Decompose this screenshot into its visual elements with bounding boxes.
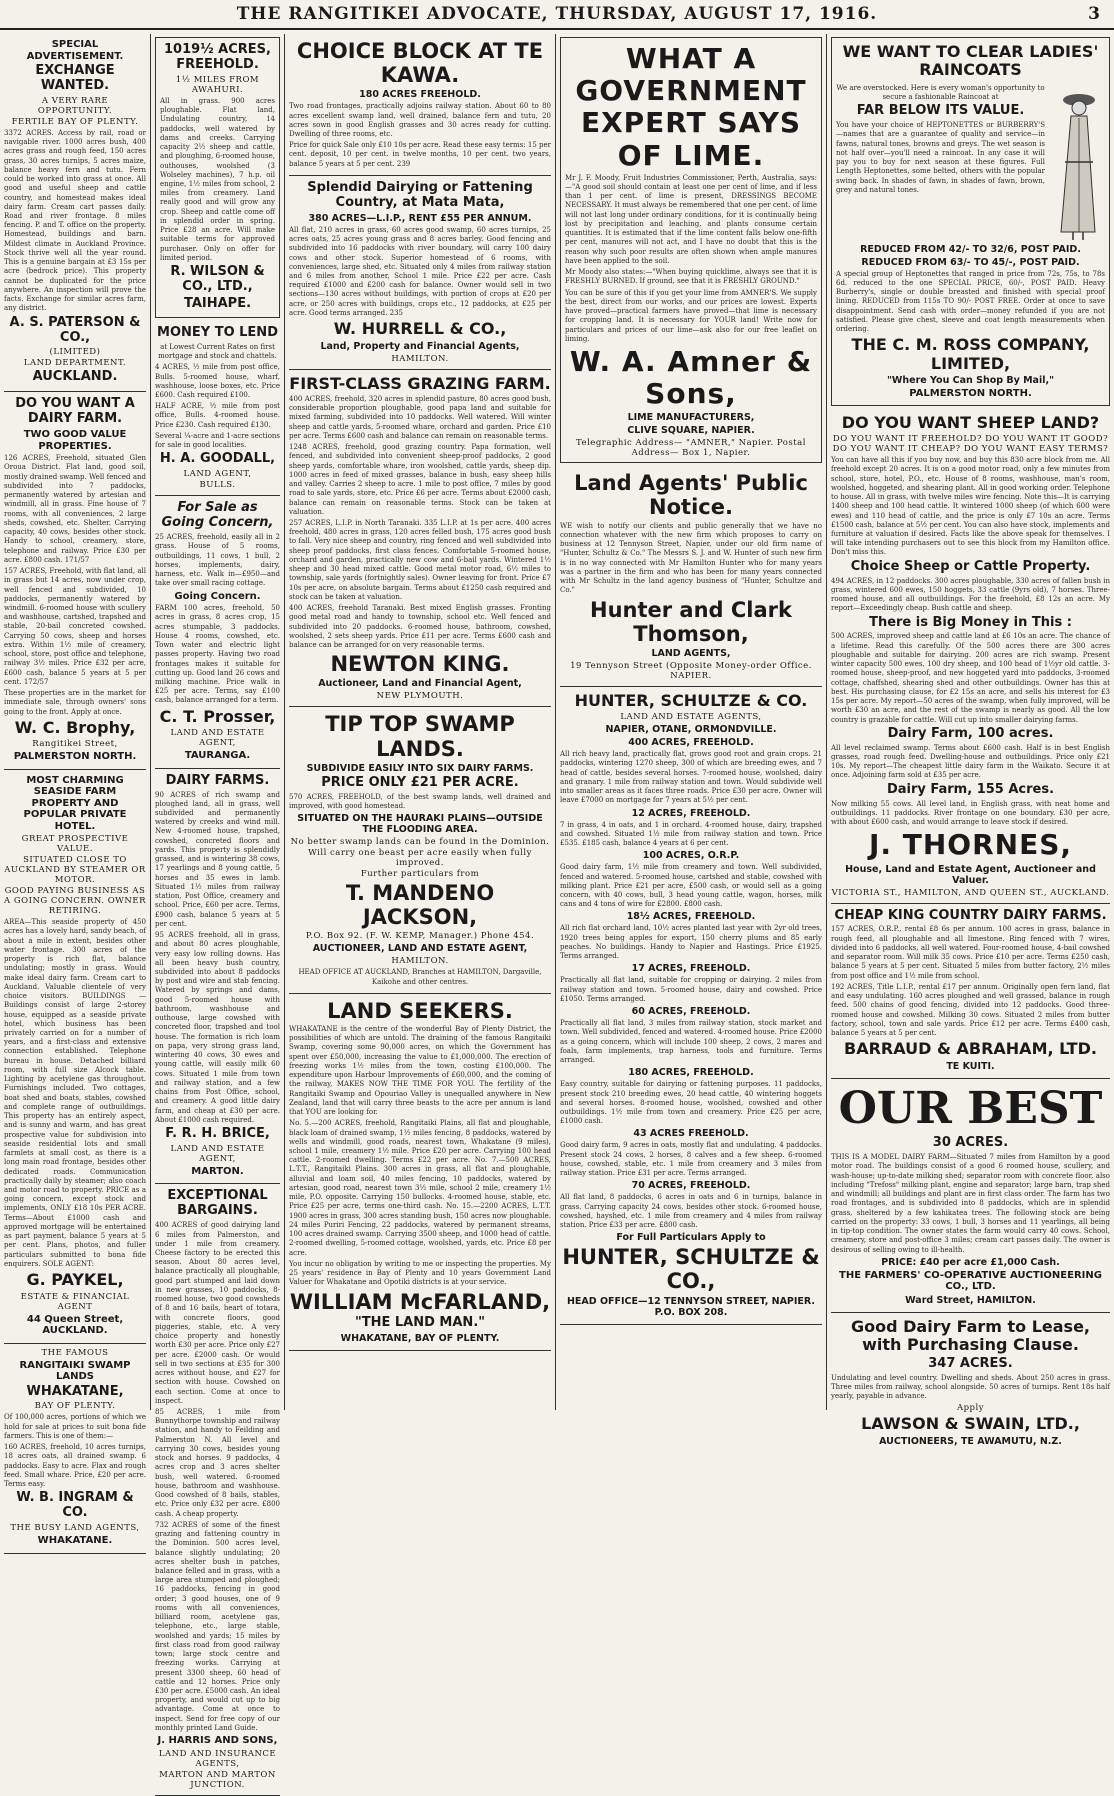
listing-body: Good dairy farm, 9 acres in oats, mostly flat and undulating. 4 paddocks. Present stock 24 cows, 2 horses, 8 calves and a few sheep. 6-roomed house, cowshed, stable, etc. 1 mile from creamery and 3 miles from railway station. Price £31 per acre. Terms arranged. bbox=[560, 1141, 822, 1178]
listing-body: 1248 ACRES, freehold, good grazing country. Papa formation, well fenced, and subdivided into convenient sheep-proof paddocks, 2 good sheep yards, comfortable whare, iron woolshed, cattle yards, sheep dip. 1000 acres in feed of mixed grasses, balance in bush, easy sheep hills and valley. Carries 2 sheep to acre. 1 mile to post office, 7 miles by good road to sale yards, store, etc. Price £6 per acre. Terms about £2000 cash, balance can remain on reasonable terms. Stock can be taken at valuation. bbox=[289, 443, 551, 516]
agent-city: TAURANGA. bbox=[184, 750, 251, 762]
listing-body: All rich heavy land, practically flat, grows good root and grain crops. 21 paddocks, wintering 1270 sheep, 300 of which are breeding ewes, and 7 head of cattle, besides several horses. 7-roomed house, woolshed, dairy and granary. 1 mile from railway station and town. Would subdivide well into smaller areas as it faces three roads. Price £30 per acre. Owner will leave £7000 on mortgage for 7 years at 5½ per cent. bbox=[560, 750, 822, 805]
matamata-title: Splendid Dairying or Fattening Country, at Mata Mata, bbox=[307, 179, 533, 210]
dairy-100-title: Dairy Farm, 100 acres. bbox=[887, 725, 1054, 741]
lease-sub: 347 ACRES. bbox=[928, 1355, 1013, 1371]
agent-city: MARTON AND MARTON JUNCTION. bbox=[159, 1769, 276, 1790]
awahuri-ad bbox=[155, 37, 280, 318]
agent-sub: LAND AGENT, bbox=[183, 469, 252, 480]
going-title: Going Concern. bbox=[174, 590, 261, 602]
listing-title: 12 ACRES, FREEHOLD. bbox=[631, 807, 751, 819]
agent-sub: House, Land and Estate Agent, Auctioneer and Valuer. bbox=[845, 863, 1096, 886]
agent-head-office: HEAD OFFICE—12 TENNYSON STREET, NAPIER. P.O. BOX 208. bbox=[566, 1295, 816, 1318]
agent-city: TE KUITI. bbox=[946, 1060, 995, 1072]
listing-body: 126 ACRES, Freehold, situated Glen Oroua District. Flat land, good soil, mostly drained swamp. Well fenced and subdivided into 7 paddocks, permanently watered by artesian and windmill, all in grass. Fine house of 7 rooms, with all conveniences, 2 large sheds, cowshed, etc. Shelter. Carrying capacity, 40 cows, besides other stock. Handy to school, creamery, store, telephone and railway. Price £30 per acre. £800 cash. 171/57 bbox=[4, 454, 146, 564]
dairy-farms-ad bbox=[155, 769, 280, 1185]
king-country-title: CHEAP KING COUNTRY DAIRY FARMS. bbox=[834, 907, 1107, 923]
money-title: There is Big Money in This : bbox=[869, 614, 1072, 630]
concern-ad bbox=[155, 496, 280, 768]
seekers-ad bbox=[289, 994, 551, 1351]
agent-addr: 19 Tennyson Street (Opposite Money-order Office. NAPIER. bbox=[570, 660, 812, 681]
page-number: 3 bbox=[1088, 4, 1100, 24]
matamata-sub: 380 ACRES—L.I.P., RENT £55 PER ANNUM. bbox=[308, 212, 532, 224]
swamp-place: WHAKATANE, bbox=[26, 1383, 124, 1399]
listing-body: 85 ACRES, 1 mile from Bunnythorpe township and railway station, and handy to Feilding and Palmerston N. All level and carrying 30 cows, besides young stock and horses. 9 paddocks, 4 acres crop and 3 acres shelter bush, well watered. 6-roomed house, bathroom and washhouse. Good cowshed of 8 bails, stables, etc. Price only £32 per acre. £800 cash. A cheap property. bbox=[155, 1407, 280, 1518]
listing-body: 500 ACRES, improved sheep and cattle land at £6 10s an acre. The chance of a lifetime. Read this carefully. Of the 500 acres there are 300 acres ploughable and suitable for dairying. 200 acres are rich swamp. Present winter capacity 500 ewes, 100 dry sheep, and 100 head of 1½yr old cattle. 3-roomed house, sheep-proof, and new hoggeted yard into paddocks, 3-roomed cottage, chaffshed, shearing shed and other outbuildings. Owner has this at best. His purchasing clause, for £2 15s an acre, and sells his interest for £3 15s per acre. My report—50 acres of the swamp, when fully improved, will be worth £30 an acre, and the rest of the swamp is nearly as good. All the low country is grazable for cattle. Will cut up into smaller dairying farms. bbox=[831, 632, 1110, 724]
agent-city: 44 Queen Street, AUCKLAND. bbox=[26, 1313, 124, 1336]
listing-body: Practically all flat land, suitable for cropping or dairying. 2 miles from railway station and town. 5-roomed house, dairy and cowshed. Price £1050. Terms arranged. bbox=[560, 976, 822, 1003]
sheep-title: DO YOU WANT SHEEP LAND? bbox=[841, 412, 1100, 432]
listing-body: 400 ACRES, freehold Taranaki. Best mixed English grasses. Fronting good metal road and handy to township, school etc. Well fenced and subdivided into 20 paddocks. 6-roomed house, bathroom, cowshed, woolshed, 2 sets sheep yards. Price £11 per acre. Terms £600 cash and balance can be arranged for on very reasonable terms. bbox=[289, 604, 551, 650]
swamp-ad bbox=[4, 1344, 146, 1554]
raincoat-text bbox=[836, 82, 1045, 242]
swamp-title: RANGITAIKI SWAMP LANDS bbox=[19, 1359, 131, 1382]
dairy-farms-title: DAIRY FARMS. bbox=[165, 772, 270, 788]
swamp-body: 160 ACRES, freehold, 10 acres turnips, 18 acres oats, all drained swamp. 6 paddocks. Easy to acre. Flax and rough feed. Small whare. Price, £20 per acre. Terms easy. bbox=[4, 1443, 146, 1489]
te-kawa-sub: 180 ACRES FREEHOLD. bbox=[359, 89, 481, 101]
money-body: at Lowest Current Rates on first mortgage and stock and chattels. bbox=[158, 342, 277, 361]
column-2 bbox=[151, 34, 284, 1790]
agent-name: THE C. M. ROSS COMPANY, LIMITED, bbox=[851, 335, 1090, 373]
listing-body: 192 ACRES, Title L.I.P., rental £17 per annum. Originally open fern land, flat and easy undulating. 160 acres ploughed and well grassed, balance in rough feed. 500 chains of good fencing, divided into 12 paddocks. Good three-roomed house and cowshed. Milking 30 cows. Situated 2 miles from butter factory, school, town and sale yards. Price £12 per acre. Terms £400 cash, balance 5 years at 5 per cent. bbox=[831, 982, 1110, 1038]
exchange-sub: FERTILE BAY OF PLENTY. bbox=[11, 116, 139, 127]
newspaper-title: THE RANGITIKEI ADVOCATE, THURSDAY, AUGUST 17, 1916. bbox=[236, 4, 878, 24]
agent-tel: Telegraphic Address— "AMNER," Napier. Postal Address— Box 1, Napier. bbox=[576, 438, 806, 459]
agent-name: LAWSON & SWAIN, LTD., bbox=[861, 1414, 1080, 1434]
agent-name: H. A. GOODALL, bbox=[159, 451, 276, 467]
agent-city: PALMERSTON NORTH. bbox=[909, 388, 1032, 400]
column-5 bbox=[827, 34, 1114, 1447]
agent-sub: "THE LAND MAN." bbox=[354, 1314, 486, 1330]
listing-body: 732 ACRES of some of the finest grazing and fattening country in the Dominion. 500 acres level, balance slightly undulating; 20 acres shelter bush in patches, balance felled and in grass, with a large area stumped and ploughed; 16 paddocks, fencing in good order; 3 good houses, one of 9 rooms with all conveniences, billiard room, acetylene gas, telephone, etc., large stable, woolshed and yards; 15 miles by first class road from good railway town; large stock centre and freezing works. Carrying at present 3300 sheep, 60 head of cattle and 12 horses. Price only £30 per acre. £5000 cash. An ideal property, and would cut up to big advantage. Come at once to inspect. Send for free copy of our monthly printed Land Guide. bbox=[155, 1520, 280, 1732]
listing-body: All level reclaimed swamp. Terms about £600 cash. Half is in best English grasses, road rough feed. Dwelling-house and outbuildings. Price only £21 10s. My report—The cheapest little dairy farm in the Waikato. Secure it at once. Adjoining farm sold at £35 per acre. bbox=[831, 743, 1110, 780]
listing-body: 95 ACRES freehold, all in grass, and about 80 acres ploughable, very easy low rolling downs. Has all been heavy bush country, subdivided into about 8 paddocks by post and wire and stab fencing. Watered by springs and dams, good 5-roomed house with bathroom, washhouse and outhouse, large cowshed with concreted floor, trapshed and tool house. The formation is rich loam on papa, very strong grass land, wintering 40 cows, 30 ewes and young cattle, will easily milk 60 cows. Situated 1 mile from town and railway station, and a few chains from Post Office, school, and creamery. A good little dairy farm, and cheap at £30 per acre. About £1000 cash required. bbox=[155, 931, 280, 1124]
agent-name: C. T. Prosser, bbox=[159, 706, 276, 726]
agent-name: BARRAUD & ABRAHAM, LTD. bbox=[844, 1039, 1097, 1059]
lease-ad bbox=[831, 1313, 1110, 1453]
listing-title: 60 ACRES, FREEHOLD. bbox=[631, 1006, 751, 1018]
agent-sub: LAND AND ESTATE AGENTS, bbox=[620, 712, 762, 723]
lease-title: Good Dairy Farm to Lease, with Purchasing Clause. bbox=[850, 1316, 1091, 1355]
lime-title: WHAT A GOVERNMENT EXPERT SAYS OF LIME. bbox=[575, 42, 807, 172]
listing-body: 257 ACRES, L.I.P. in North Taranaki. 335 L.I.P. at 1s per acre. 400 acres freehold, 480 acres in grass, 120 acres felled bush, 175 acres good bush to fall. Very nice sheep and country, ring fenced and well subdivided into sheep proof paddocks, first class fences. Comfortable 5-roomed house, orchard and garden, practically new cow and 6-bail yards. Wintered 1½ sheep and 30 head mixed cattle. Good metal motor road, 6½ miles to township, sale yards (fortnightly sales). Owner leaving for front. Price £7 10s per acre, on absolute bargain. Terms about £1250 cash required and stock can be taken at valuation. bbox=[289, 518, 551, 601]
bargains-ad bbox=[155, 1184, 280, 1795]
agent-name: Hunter and Clark Thomson, bbox=[590, 597, 792, 646]
agent-name: F. R. H. BRICE, bbox=[165, 1125, 270, 1141]
dairy-155-title: Dairy Farm, 155 Acres. bbox=[886, 781, 1055, 797]
matamata-body: All flat, 210 acres in grass, 60 acres good swamp, 60 acres turnips, 25 acres oats, 25 acres young grass and 8 acres barley. Good fencing and subdivided into 16 paddocks with river boundary, will carry 100 dairy cows and other stock. Superior homestead of 6 rooms, with conveniences, large shed, etc. Situated only 4 miles from railway station and 6 miles from another, School 1 mile. Price £22 per acre. Cash required £1000 and £200 cash for balance. Owner would sell in two sections—130 acres without buildings, with portion of crops at £20 per acre, or 250 acres with buildings, crops etc., 12 paddocks, at £25 per acre. Good terms arranged. 235 bbox=[289, 225, 551, 317]
seekers-body: WHAKATANE is the centre of the wonderful Bay of Plenty District, the possibilities of which are untold. The draining of the famous Rangitaiki Swamp, covering some 90,000 acres, on which the Government has spent over £50,000, increasing the value to £1,000,000. The erection of freezing works 1½ miles from the town, costing £100,000. The expenditure upon Harbour Improvements of £60,000, and the coming of the railway, MAKES NOW THE TIME FOR YOU. The fertility of the Rangitaiki Swamp and Opouriao Valley is unequalled anywhere in New Zealand, land that will carry three beasts to the acre per annum is land that YOU are looking for. bbox=[289, 1024, 551, 1117]
money-title: MONEY TO LEND bbox=[157, 324, 278, 340]
hotel-sub: SITUATED CLOSE TO AUCKLAND BY STEAMER OR MOTOR. bbox=[4, 855, 146, 886]
listing-body: 494 ACRES, in 12 paddocks. 300 acres ploughable, 330 acres of fallen bush in grass, wintered 600 ewes, 150 hoggets, 33 cattle (9yrs old), 7 horses. Three-roomed house, and all outbuildings. For the freehold, £8 12s an acre. My report—Exceedingly cheap. Bush cattle and sheep. bbox=[831, 576, 1110, 613]
listing-body: 4 ACRES, ½ mile from post office, Bulls. 5-roomed house, wharf, washhouse, loose boxes, etc. Price £600. Cash required £100. bbox=[155, 363, 280, 400]
column-3 bbox=[285, 34, 555, 1410]
hotel-title: MOST CHARMING SEASIDE FARM PROPERTY AND POPULAR PRIVATE HOTEL. bbox=[23, 774, 127, 832]
agent-sub: THE BUSY LAND AGENTS, bbox=[10, 1523, 140, 1534]
agent-city: HAMILTON. bbox=[391, 353, 449, 364]
agent-addr: CLIVE SQUARE, NAPIER. bbox=[627, 425, 755, 437]
matamata-ad bbox=[289, 176, 551, 370]
raincoat-layout bbox=[836, 82, 1105, 242]
agent-addr: VICTORIA ST., HAMILTON, AND QUEEN ST., AUCKLAND. bbox=[831, 887, 1110, 898]
tiptop-situated: SITUATED ON THE HAURAKI PLAINS—OUTSIDE THE FLOODING AREA. bbox=[297, 813, 543, 836]
hotel-ad bbox=[4, 770, 146, 1344]
swamp-sub: BAY OF PLENTY. bbox=[34, 1401, 116, 1412]
our-best-price: PRICE: £40 per acre £1,000 Cash. bbox=[881, 1256, 1060, 1268]
exchange-title: EXCHANGE WANTED. bbox=[35, 63, 115, 93]
money-ad bbox=[155, 321, 280, 496]
masthead bbox=[0, 0, 1114, 30]
agent-sub: LAND AND INSURANCE AGENTS, bbox=[158, 1748, 277, 1769]
seekers-title: LAND SEEKERS. bbox=[327, 998, 513, 1023]
our-best-sub: 30 ACRES. bbox=[932, 1135, 1009, 1151]
agent-city: NEW PLYMOUTH. bbox=[376, 691, 464, 702]
agent-name: HUNTER, SCHULTZE & CO., bbox=[562, 1245, 820, 1294]
listing-body: All rich flat orchard land, 10½ acres planted last year with 2yr old trees, 1920 trees being apples for export, 150 cherry plums and 85 early peaches. No buildings. Handy to Napier and Hastings. Price £1925. Terms arranged. bbox=[560, 924, 822, 961]
tiptop-note: No better swamp lands can be found in the Dominion. bbox=[290, 837, 550, 848]
hotel-sub: GREAT PROSPECTIVE VALUE. bbox=[21, 834, 129, 855]
lime-body: Mr J. F. Moody, Fruit Industries Commissioner, Perth, Australia, says:—"A good soil should contain at least one per cent of lime, and if less than 1 per cent. of lime is present, DRESSINGS BECOME NECESSARY. It must always be remembered that one per cent. of lime will not last long under ordinary conditions, for it is continually being lost by precipitation and leaching, and plants consume certain quantities. It is estimated that if the lime content falls below one-fifth per cent, manures will not act, and I have no doubt that this is the reason why such poor results are often shown when ample manures have been applied to the soil. bbox=[565, 173, 817, 265]
agent-sub: Land, Property and Financial Agents, bbox=[320, 340, 520, 352]
sheep-body: You can have all this if you buy now, and buy this 830 acre block from me. All freehold except 20 acres. It is on a good motor road, only a few minutes from school, store, hotel, P.O., etc. House of 8 rooms, washhouse, man's room, woolshed, hoggeted, and shearing plant. All in good working order. Telephone to house. All in grass, with twelve miles wire fencing. Note this—It is carrying 1400 sheep and 100 head cattle. It wintered 1000 sheep (of which 600 were ewes) and 110 head of cattle, and the price is only £7 10s an acre. Terms £1500 cash, balance at 5½ per cent. You can also have stock, implements and furniture at valuation if desired. Facts like the above speak for themselves. I will take intending purchasers out to see this block from my Hamilton office. Don't miss this. bbox=[831, 456, 1110, 557]
agent-name: G. PAYKEL, bbox=[26, 1270, 124, 1290]
listing-body: 90 ACRES of rich swamp and ploughed land, all in grass, well subdivided and permanently watered by creeks and wind mill. New 4-roomed house, trapshed, cowshed, concreted floors and yards. This property is splendidly grassed, and is wintering 38 cows, 17 yearlings and 8 young cattle, 5 horses and 35 ewes in lamb. Situated 1½ miles from railway station, Post Office, creamery and school. Price, £60 per acre. Terms, £900 cash, balance 5 years at 5 per cent. bbox=[155, 790, 280, 928]
agent-name: T. MANDENO JACKSON, bbox=[345, 881, 495, 930]
agent-sub: LAND AND ESTATE AGENT, bbox=[170, 1143, 265, 1164]
seekers-oblig: You incur no obligation by writing to me or inspecting the properties. My 25 years' residence in Bay of Plenty and 10 years Government Land Valuer for Whakatane and Opotiki districts is at your service. bbox=[289, 1259, 551, 1287]
agent-sub: AUCTIONEERS, TE AWAMUTU, N.Z. bbox=[879, 1435, 1062, 1447]
awahuri-body: All in grass. 900 acres ploughable. Flat land, Undulating country, 14 paddocks, well watered by dams and creeks. Carrying capacity 2½ sheep and cattle, and ploughing, 6-roomed house, outhouses, woolshed (3 Wolseley machines), 7 h.p. oil engine, 1½ miles from school, 2 miles from creamery. Land really good and will grow any crop. Sheep and cattle come off in splendid order in spring. Price £28 an acre. Will make suitable terms for approved purchaser. Only on offer for limited period. bbox=[160, 96, 275, 262]
agent-slogan: "Where You Can Shop By Mail," bbox=[886, 375, 1055, 387]
column-1 bbox=[0, 34, 150, 1547]
listing-body: Good dairy farm, 1½ mile from creamery and town. Well subdivided, fenced and watered. 5-roomed house, cartshed and stable, cowshed with milking plant. Price £21 per acre, £500 cash, or would sell as a going concern, with 40 cows, bull, 3 head young cattle, wagon, horses, milk cans and 4 tons of wire for £2800. £800 cash. bbox=[560, 863, 822, 909]
listing-body: Several ¼-acre and 1-acre sections for sale in good localities. bbox=[155, 431, 281, 450]
raincoat-body: We are overstocked. Here is every woman's opportunity to secure a fashionable Raincoat at bbox=[836, 83, 1045, 102]
listing-body: 7 in grass, 4 in oats, and 1 in orchard. 4-roomed house, dairy, trapshed and cowshed. Situated 1½ mile from railway station and town. Price £535. £185 cash, balance 4 years at 6 per cent. bbox=[560, 820, 822, 848]
grazing-title: FIRST-CLASS GRAZING FARM. bbox=[289, 373, 551, 393]
listing-title: 70 ACRES, FREEHOLD. bbox=[631, 1180, 751, 1192]
raincoat-reduced: REDUCED FROM 42/- TO 32/6, POST PAID. bbox=[860, 243, 1081, 255]
agent-sub: Rangitikei Street, bbox=[32, 739, 118, 750]
agent-addr: Ward Street, HAMILTON. bbox=[905, 1294, 1036, 1306]
agent-name: W. HURRELL & CO., bbox=[333, 319, 507, 339]
dairy-title: DO YOU WANT A DAIRY FARM. bbox=[15, 396, 135, 427]
notice-title: Land Agents' Public Notice. bbox=[574, 471, 808, 520]
agent-line: P.O. Box 92. (F. W. KEMP, Manager.) Phone 454. bbox=[305, 931, 535, 942]
listing-body: Easy country, suitable for dairying or fattening purposes. 11 paddocks, present stock 210 breeding ewes, 20 head cattle, 40 wintering hoggets and several horses. 8-roomed house, woolshed, cowshed and other outbuildings. 1½ mile from town and creamery. Price £25 per acre, £1000 cash. bbox=[560, 1080, 822, 1126]
lease-apply: Apply bbox=[956, 1403, 985, 1414]
sheep-questions: DO YOU WANT IT FREEHOLD? DO YOU WANT IT GOOD? DO YOU WANT IT CHEAP? DO YOU WANT EASY TERMS? bbox=[832, 434, 1109, 455]
bargains-title: EXCEPTIONAL BARGAINS. bbox=[167, 1188, 268, 1219]
te-kawa-body: Two road frontages, practically adjoins railway station. About 60 to 80 acres excellent swamp land, well drained, balance fern and tutu, 20 acres sown in good English grasses and 30 acres ready for cutting. Dwelling of three rooms, etc. bbox=[289, 102, 551, 138]
listing-body: 157 ACRES, O.R.P., rental £8 6s per annum. 100 acres in grass, balance in rough feed, all ploughable and all limestone. Ring fenced with 7 wires, divided into 6 paddocks, all well watered. Four-roomed house, 4-bail cowshed and separator room. Will milk 35 cows. Price £10 per acre. Terms £250 cash, balance 5 years at 5 per cent. Situated 5 miles from butter factory, 2½ miles from post office and 1½ mile from school. bbox=[831, 925, 1110, 980]
notice-body: WE wish to notify our clients and public generally that we have no connection whatever with the new firm which proposes to carry on business at 12 Tennyson Street, Napier, under our old firm name of "Hunter, Schultz & Co." The Messrs S. J. and W. Hunter of such new firm is in no way connected with Mr Hamilton Hunter who for many years was a partner in the firm and who has been for many years connected with Mr Schultz in the land agency business of "Hunter, Schultze and Co." bbox=[560, 521, 822, 595]
awahuri-sub: 1½ MILES FROM AWAHURI. bbox=[175, 74, 260, 95]
agent-city: WHAKATANE. bbox=[37, 1535, 113, 1547]
hotel-body: AREA—This seaside property of 450 acres has a lovely hard, sandy beach, of about a mile in extent, besides other water frontage. 300 acres of the property is rich flat, balance undulating; mostly in grass. Would make ideal dairy farm. Cream cart to Auckland. Valuable clientele of very choice visitors. BUILDINGS — Buildings consist of large 2-storey house, equipped as a seaside private hotel, which business has been privately carried on for a number of years, and a first-class and extensive connection established. Telephone bureau in house. Detached billiard room, with full size Alcock table. Lighting by acetylene gas throughout. Furnishings included. Two cottages, boat shed and boats, stables, cowshed and complete range of outbuildings. This property has an entirely aspect, and is sunny and warm, and has great prospective value for subdivision into seaside residential lots and small farmlets at small cost, as there is a long main road frontage, besides other dedicated roads. Communication practically daily by steamer; also coach and motor road to property. PRICE as a going concern, except stock and implements, ONLY £18 10s PER ACRE. Terms—About £1000 cash and approved mortgage will be entertained as part payment, balance 5 years at 5 per cent. Plans, photos, and fuller particulars submitted to bona fide enquirers. SOLE AGENT: bbox=[4, 918, 146, 1268]
listing-body: All flat land, 8 paddocks, 6 acres in oats and 6 in turnips, balance in grass. Carrying capacity 24 cows, besides other stock. 6-roomed house, cowshed, hayshed, etc. 1 mile from creamery and 4 miles from railway station. Price £33 per acre. £800 cash. bbox=[560, 1193, 822, 1230]
listing-title: 180 ACRES, FREEHOLD. bbox=[628, 1067, 754, 1079]
exchange-sub: A VERY RARE OPPORTUNITY. bbox=[37, 95, 113, 116]
listing-title: 18½ ACRES, FREEHOLD. bbox=[626, 911, 756, 923]
special-label: SPECIAL ADVERTISEMENT. bbox=[26, 39, 124, 62]
te-kawa-ad bbox=[289, 34, 551, 176]
agent-name: A. S. PATERSON & CO., bbox=[9, 314, 141, 345]
tiptop-price: PRICE ONLY £21 PER ACRE. bbox=[321, 774, 519, 790]
agent-city: MARTON. bbox=[191, 1165, 244, 1177]
tiptop-further: Further particulars from bbox=[360, 869, 480, 880]
hunter-schultze-ad bbox=[560, 687, 822, 1325]
going-body: FARM 100 acres, freehold, 50 acres in grass, 8 acres crop, 15 acres stumpable, 3 paddocks. House 4 rooms, cowshed, etc. Town water and electric light passes property. Having two road frontages makes it suitable for cutting up. Good land 26 cows and milking machine. Price walk in £25 per acre. Terms, say £100 cash, balance arranged for a term. bbox=[155, 604, 280, 705]
agent-city: PALMERSTON NORTH. bbox=[13, 751, 137, 763]
te-kawa-title: CHOICE BLOCK AT TE KAWA. bbox=[296, 39, 544, 88]
agent-city: AUCKLAND. bbox=[32, 369, 118, 385]
te-kawa-terms: Price for quick Sale only £10 10s per acre. Read these easy terms: 15 per cent. deposit, 10 per cent. in twelve months, 10 per cent. two years, balance 5 years at 5 per cent. 239 bbox=[289, 141, 551, 168]
grazing-ad bbox=[289, 370, 551, 708]
listing-title: 100 ACRES, O.R.P. bbox=[642, 850, 740, 862]
listing-body: 400 ACRES, freehold, 320 acres in splendid pasture, 80 acres good bush, considerable proportion ploughable, good papa land and suitable for mixed farming, subdivided into 10 paddocks. Well watered. Will winter sheep and cattle yards, 5-roomed whare, orchard and garden. Price £10 per acre. Terms £600 cash and balance can remain on reasonable terms. bbox=[289, 394, 551, 440]
apply-label: For Full Particulars Apply to bbox=[616, 1232, 766, 1244]
tiptop-ad bbox=[289, 707, 551, 993]
agent-city: BULLS. bbox=[199, 480, 236, 491]
our-best-title: OUR BEST bbox=[838, 1082, 1103, 1134]
agent-name: R. WILSON & CO., LTD., bbox=[170, 264, 265, 295]
listing-body: Now milking 55 cows. All level land, in English grass, with neat home and outbuildings. 11 paddocks. River frontage on one boundary. £30 per acre, with about £600 cash, and would arrange to leave stock if desired. bbox=[831, 799, 1110, 827]
raincoat-body: You have your choice of HEPTONETTES or BURBERRY'S—names that are a guarantee of quality and service—in fawns, natural tones, browns and greys. The wet season is not half over—you'll need a raincoat. In any case it will pay you to buy for next season at these figures. Full Length Heptonettes, some belted, others with the popular swing back. In shades of fawn, in shades of fawn, brown, grey and natural tones. bbox=[836, 121, 1045, 194]
sheep-ad bbox=[831, 409, 1110, 904]
our-best-ad bbox=[831, 1079, 1110, 1313]
listing-body: These properties are in the market for immediate sale, through owners' sons going to the front. Apply at once. bbox=[4, 689, 146, 716]
agent-sub: LIME MANUFACTURERS, bbox=[627, 412, 755, 424]
famous-label: THE FAMOUS bbox=[41, 1347, 109, 1358]
agent-name: HUNTER, SCHULTZE & CO. bbox=[574, 690, 808, 710]
agent-name: NEWTON KING. bbox=[330, 652, 510, 677]
agent-towns: NAPIER, OTANE, ORMONDVILLE. bbox=[605, 724, 777, 736]
raincoat-title: WE WANT TO CLEAR LADIES' RAINCOATS bbox=[842, 42, 1099, 80]
tiptop-sub: SUBDIVIDE EASILY INTO SIX DAIRY FARMS. bbox=[306, 762, 534, 774]
column-4 bbox=[556, 34, 826, 1410]
agent-name: WILLIAM McFARLAND, bbox=[289, 1289, 551, 1314]
agent-name: J. HARRIS AND SONS, bbox=[157, 1735, 278, 1747]
listing-body: 400 ACRES of good dairying land 6 miles from Palmerston, and under 1 mile from creamery. Cheese factory to be erected this season. About 80 acres level, balance practically all ploughable, good part stumped and laid down in new grasses, 10 paddocks, 8-roomed house, two good cowsheds of 8 and 16 bails, heart of totara, with concrete floors, good piggeries, stable, etc. A very choice property and honestly worth £30 per acre. Price only £27 per acre. £2000 cash. Or would sell in two sections at £35 for 300 acres without house, and £27 for section with house. Cowshed on each section. Come at once to inspect. bbox=[155, 1221, 280, 1405]
agent-sub: LAND AGENTS, bbox=[651, 647, 731, 659]
lease-body: Undulating and level country. Dwelling and sheds. About 250 acres in grass. Three miles from railway, school alongside. 50 acres of turnips. Rent 18s half yearly, payable in advance. bbox=[831, 1373, 1110, 1400]
tiptop-body: 570 ACRES, FREEHOLD, of the best swamp lands, well drained and improved, with good homestead. bbox=[289, 792, 551, 810]
listing-body: Practically all flat land, 3 miles from railway station, stock market and town. Well subdivided, fenced and watered. 4-roomed house. Price £2000 as a going concern, which will include 100 sheep, 2 cows, 2 mares and foals, farm implements, trap harness, tools and furniture. Terms arranged. bbox=[560, 1019, 822, 1065]
raincoat-reduced: REDUCED FROM 63/- TO 45/-, POST PAID. bbox=[861, 256, 1080, 268]
listing-body: 157 ACRES, Freehold, with flat land, all in grass but 14 acres, now under crop, well fenced and subdivided, 10 paddocks, permanently watered by windmill. 6-roomed house with scullery and washhouse, cartshed, trapshed and stable, 20-bail concreted cowshed. Carrying 50 cows, sheep and horses extra. Within 1½ mile of creamery, school, store, post office and telephone, railway 3½ miles. Price £32 per acre, £600 cash, balance 5 years at 5 per cent. 172/57 bbox=[4, 567, 146, 686]
agent-name: J. THORNES, bbox=[868, 828, 1073, 862]
lime-body: You can be sure of this if you get your lime from AMNER'S. We supply the best, direct from our works, and our prices are lowest. Experts have proved—practical farmers have proved—that lime is necessary for cropping land. It is necessary for YOUR land! Write now for particulars and prices of our lime—ask also for our free leaflet on liming. bbox=[565, 288, 817, 343]
agent-sub: Auctioneer, Land and Financial Agent, bbox=[318, 678, 522, 690]
agent-head-office: HEAD OFFICE AT AUCKLAND, Branches at HAMILTON, Dargaville, Kaikohe and other centres. bbox=[298, 968, 542, 986]
raincoat-ad bbox=[831, 37, 1110, 406]
listing-title: 43 ACRES FREEHOLD. bbox=[633, 1128, 749, 1140]
agent-sub: AUCTIONEER, LAND AND ESTATE AGENT, bbox=[312, 943, 528, 955]
choice-title: Choice Sheep or Cattle Property. bbox=[850, 558, 1091, 574]
tiptop-title: TIP TOP SWAMP LANDS. bbox=[325, 712, 515, 761]
agent-sub: ESTATE & FINANCIAL AGENT bbox=[20, 1291, 130, 1312]
listing-title: 17 ACRES, FREEHOLD. bbox=[631, 963, 751, 975]
raincoat-body: A special group of Heptonettes that ranged in price from 72s, 75s, to 78s 6d. reduced to the one SPECIAL PRICE, 60/-, POST PAID. Heavy Burberry's, single or double breasted and finished with special proof lining. REDUCED from 115s TO 90/- POST FREE. Order at once to save disappointment. Send cash with order—money refunded if you are not satisfied. Please give chest, sleeve and coat length measurements when ordering. bbox=[836, 269, 1105, 334]
exchange-body: 3372 ACRES. Access by rail, road or navigable river. 1000 acres bush, 400 acres grass and rough feed, 150 acres grass, 30 acres turnips, 5 acres maize, balance heavy fern and tutu. Fern could be worked into grass at once. All good and useful sheep and cattle country, and homestead makes ideal dairy farm. Cream cart passes daily. Road and river frontage. 8 miles fencing. P. and T. office on the property. Homestead, buildings and barn. Mildest climate in Auckland Province. Stock thrive well all the year round. This is a genuine bargain at £3 15s per acre (bedrock price). This property cannot be duplicated for the price anywhere. An inspection will prove the facts. Exchange for similar acres farm, any district. bbox=[4, 128, 146, 313]
dairy-sub: TWO GOOD VALUE PROPERTIES. bbox=[23, 429, 127, 452]
raincoat-price: FAR BELOW ITS VALUE. bbox=[856, 103, 1025, 119]
king-country-ad bbox=[831, 904, 1110, 1079]
agent-city: WHAKATANE, BAY OF PLENTY. bbox=[340, 1332, 500, 1344]
notice-ad bbox=[560, 466, 822, 686]
agent-name: W. B. INGRAM & CO. bbox=[16, 1490, 134, 1521]
tiptop-note: Will carry one beast per acre easily when fully improved. bbox=[308, 848, 532, 869]
listing-title: 400 ACRES, FREEHOLD. bbox=[628, 737, 754, 749]
lime-body: Mr Moody also states:—"When buying quicklime, always see that it is FRESHLY BURNED. If ground, see that it is FRESHLY GROUND." bbox=[565, 268, 817, 286]
hotel-sub: GOOD PAYING BUSINESS AS A GOING CONCERN. OWNER RETIRING. bbox=[4, 886, 146, 917]
lime-ad bbox=[560, 37, 822, 463]
seekers-list: No. 5.—200 ACRES, freehold, Rangitaiki Plains, all flat and ploughable, black loam of drained swamp, 1½ miles fencing, 8 paddocks, watered by wells and windmill, good roads, nearest town, Whakatane (9 miles), school 1 mile, creamery 1½ mile. Price £20 per acre. Carrying 100 head cattle. 2-roomed dwelling. Terms £22 per acre. No. 7.—500 ACRES, L.T.T., Rangitaiki Plains. 300 acres in grass, all flat and ploughable, alluvial and loam soil, 40 miles fencing, 10 paddocks, watered by artesian, good road, nearest town 3½ mile, school 2 mile, creamery 1½ mile, P.O. opposite. Carrying 150 bullocks. 4-roomed house, stable, etc. Price £25 per acre, terms one-third cash. No. 15.—2200 ACRES, L.T.T. 1900 acres in grass, 300 acres standing bush, 150 acres now ploughable. 24 miles Puriri Fencing, 22 paddocks, watered by permanent streams, 100 acres drained swamp. Carrying 3500 sheep, and 1000 head of cattle. 2-roomed dwelling, 5-roomed cottage, woolshed, yards, etc. Price £8 per acre. bbox=[289, 1119, 551, 1257]
agent-city: TAIHAPE. bbox=[183, 295, 252, 311]
agent-sub: (LIMITED) bbox=[49, 347, 101, 358]
agent-sub: LAND AND ESTATE AGENT, bbox=[170, 728, 265, 749]
our-best-body: THIS IS A MODEL DAIRY FARM—Situated 7 miles from Hamilton by a good motor road. The buildings consist of a good 6 roomed house, scullery, and wash-house; up-to-date milking shed; separator room with concrete floor, also including "Trefoss" milking plant, engine and separator; large barn, trap shed and windmill; all buildings and plant are in first class order. The farm has two road frontages, and is subdivided into 8 paddocks, which are in splendid grass, sheltered by a few kahikatea trees. The following stock are being carried on the property: 33 cows, 1 bull, 3 horses and 11 yearlings, all being in tip-top condition. The owner states the farm would carry 40 cows. School, creamery, store and post-office 3 miles; cream cart passes daily. The owner is desirous of selling owing to ill-health. bbox=[831, 1153, 1110, 1254]
exchange-ad bbox=[4, 34, 146, 392]
awahuri-title: 1019½ ACRES, FREEHOLD. bbox=[164, 42, 271, 72]
agent-name: W. C. Brophy, bbox=[14, 717, 136, 737]
agent-sub: LAND DEPARTMENT. bbox=[23, 358, 127, 369]
woman-raincoat-illustration bbox=[1049, 82, 1105, 242]
agent-name: W. A. Amner & Sons, bbox=[569, 344, 813, 411]
listing-body: HALF ACRE, ½ mile from post office, Bulls. 4-roomed house. Price £230. Cash required £130. bbox=[155, 402, 280, 429]
concern-body: 25 ACRES, freehold, easily all in 2 grass. House of 5 rooms, outbuildings, 11 cows, 1 bull, 2 horses, implements, dairy, harness, etc. Walk in—£950—and take over small racing cottage. bbox=[155, 533, 280, 588]
agent-name: THE FARMERS' CO-OPERATIVE AUCTIONEERING CO., LTD. bbox=[839, 1269, 1102, 1293]
concern-title: For Sale as Going Concern, bbox=[161, 500, 274, 531]
dairy-ad bbox=[4, 392, 146, 769]
swamp-body: Of 100,000 acres, portions of which we hold for sale at prices to suit bona fide farmers. This is one of them:— bbox=[4, 1413, 146, 1440]
agent-city: HAMILTON. bbox=[391, 956, 449, 967]
